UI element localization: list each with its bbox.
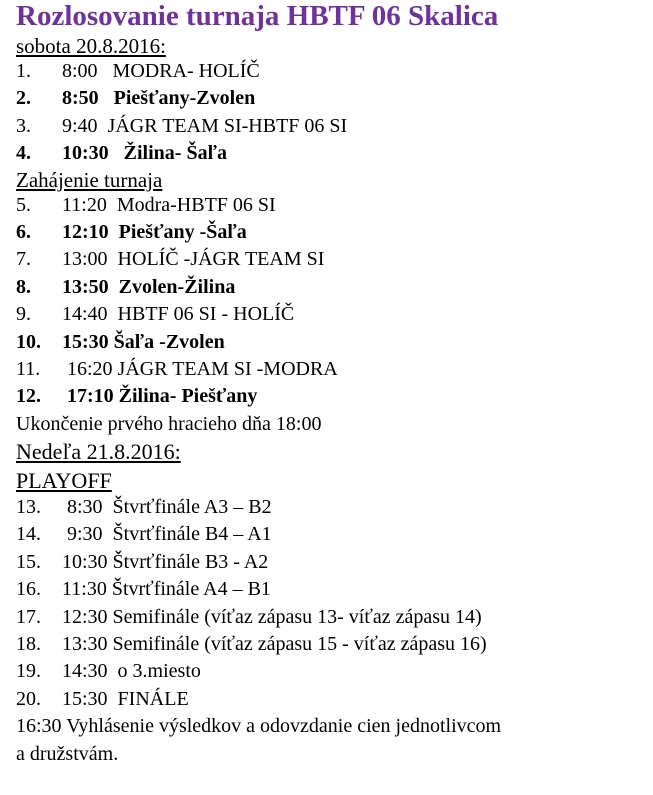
match-number: 7. (16, 248, 31, 271)
match-row (16, 301, 646, 328)
match-row (16, 246, 646, 273)
day2-playoff-matches (16, 494, 646, 713)
match-number: 20. (16, 687, 41, 710)
match-number: 10. (16, 330, 41, 353)
match-text: 12:10 Piešťany -Šaľa (62, 220, 247, 243)
match-number: 16. (16, 578, 41, 601)
match-number: 15. (16, 550, 41, 573)
match-number: 3. (16, 114, 31, 137)
match-row (16, 58, 646, 85)
match-row (16, 192, 646, 219)
match-text: 11:20 Modra-HBTF 06 SI (62, 193, 276, 216)
match-number: 2. (16, 87, 31, 110)
match-number: 12. (16, 385, 41, 408)
match-text: 17:10 Žilina- Piešťany (62, 385, 258, 408)
match-text: 15:30 FINÁLE (62, 687, 189, 710)
match-row (16, 576, 646, 603)
day1-end-note: Ukončenie prvého hracieho dňa 18:00 (16, 412, 322, 435)
match-row (16, 631, 646, 658)
match-text: 13:00 HOLÍČ -JÁGR TEAM SI (62, 248, 325, 271)
playoff-heading: PLAYOFF (16, 468, 112, 494)
opening-heading: Zahájenie turnaja (16, 167, 163, 192)
day1-matches-morning (16, 58, 646, 168)
page-title: Rozlosovanie turnaja HBTF 06 Skalica (16, 0, 499, 32)
match-row (16, 113, 646, 140)
match-number: 5. (16, 193, 31, 216)
match-row (16, 658, 646, 685)
match-number: 18. (16, 633, 41, 656)
match-number: 11. (16, 357, 41, 380)
match-row (16, 686, 646, 713)
match-number: 19. (16, 660, 41, 683)
match-text: 9:30 Štvrťfinále B4 – A1 (62, 523, 272, 546)
match-text: 14:40 HBTF 06 SI - HOLÍČ (62, 303, 295, 326)
match-number: 9. (16, 303, 31, 326)
match-text: 11:30 Štvrťfinále A4 – B1 (62, 578, 271, 601)
match-number: 6. (16, 220, 31, 243)
match-text: 8:00 MODRA- HOLÍČ (62, 60, 260, 82)
match-text: 13:30 Semifinále (víťaz zápasu 15 - víťaz zápasu 16) (62, 633, 487, 656)
match-text: 13:50 Zvolen-Žilina (62, 275, 236, 298)
match-row (16, 549, 646, 576)
closing-line-1: 16:30 Vyhlásenie výsledkov a odovzdanie cien jednotlivcom (16, 715, 502, 738)
match-text: 9:40 JÁGR TEAM SI-HBTF 06 SI (62, 114, 348, 137)
match-text: 12:30 Semifinále (víťaz zápasu 13- víťaz zápasu 14) (62, 605, 482, 628)
match-number: 1. (16, 60, 31, 82)
match-row (16, 383, 646, 410)
match-row (16, 356, 646, 383)
match-row (16, 329, 646, 356)
match-number: 8. (16, 275, 31, 298)
match-number: 14. (16, 523, 41, 546)
schedule-document (16, 0, 646, 768)
closing-line-2: a družstvám. (16, 742, 119, 765)
match-text: 15:30 Šaľa -Zvolen (62, 330, 225, 353)
match-row (16, 219, 646, 246)
match-row (16, 521, 646, 548)
match-row (16, 604, 646, 631)
match-number: 4. (16, 142, 31, 165)
match-text: 8:50 Piešťany-Zvolen (62, 87, 256, 110)
day1-heading: sobota 20.8.2016: (16, 34, 166, 58)
match-number: 13. (16, 496, 41, 519)
match-text: 8:30 Štvrťfinále A3 – B2 (62, 496, 272, 519)
match-text: 10:30 Žilina- Šaľa (62, 142, 227, 165)
day1-matches-afternoon (16, 192, 646, 411)
match-row (16, 494, 646, 521)
match-row (16, 274, 646, 301)
match-row (16, 140, 646, 167)
match-number: 17. (16, 605, 41, 628)
match-text: 14:30 o 3.miesto (62, 660, 201, 683)
day2-heading: Nedeľa 21.8.2016: (16, 439, 181, 465)
match-text: 16:20 JÁGR TEAM SI -MODRA (62, 357, 338, 380)
match-text: 10:30 Štvrťfinále B3 - A2 (62, 550, 269, 573)
match-row (16, 85, 646, 112)
